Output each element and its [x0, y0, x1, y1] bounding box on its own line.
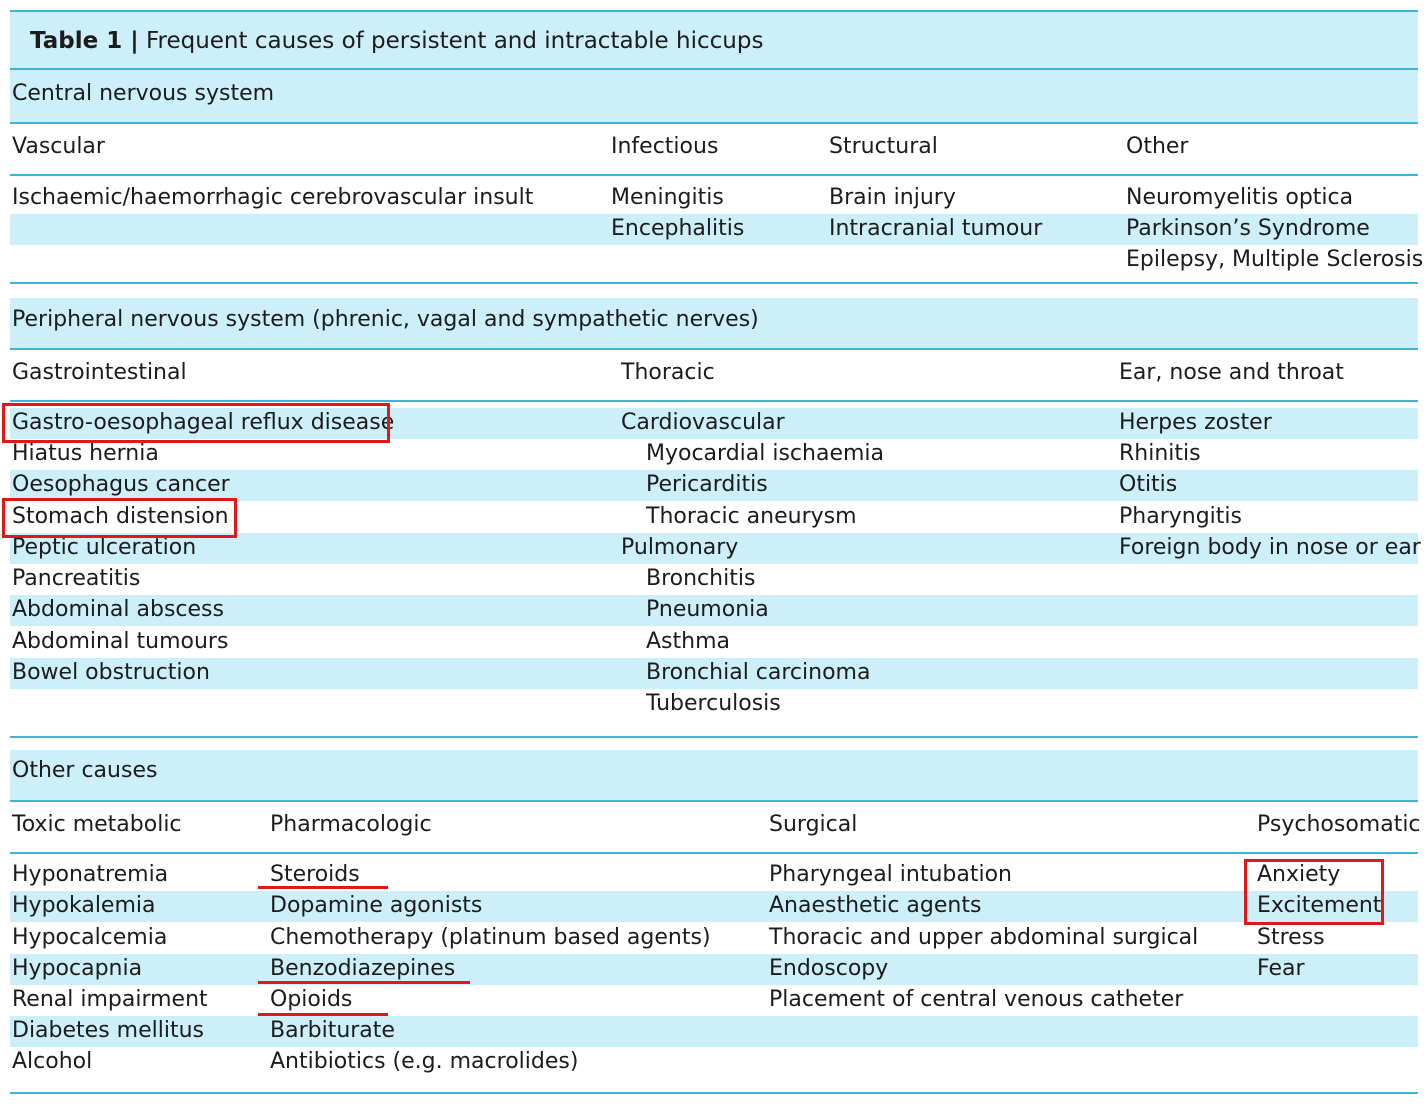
table-cell: Anaesthetic agents: [769, 893, 982, 918]
table-row: [10, 658, 1418, 689]
table-cell: Hypokalemia: [12, 893, 156, 918]
table-row: [10, 985, 1418, 1016]
table-row: [10, 564, 1418, 595]
table-cell: Rhinitis: [1119, 441, 1201, 466]
table-cell: Bronchial carcinoma: [646, 660, 871, 685]
table-row: [10, 502, 1418, 533]
table-row: [10, 923, 1418, 954]
table-cell: Chemotherapy (platinum based agents): [270, 925, 711, 950]
cns-section-title: Central nervous system: [12, 81, 275, 106]
table-cell: Cardiovascular: [621, 410, 785, 435]
table-cell: Dopamine agonists: [270, 893, 483, 918]
table-row: [10, 689, 1418, 720]
divider: [10, 122, 1418, 124]
table-row: [10, 860, 1418, 891]
other-header-pharmacologic: Pharmacologic: [270, 812, 432, 837]
table-cell: Parkinson’s Syndrome: [1126, 216, 1370, 241]
table-row: [10, 1016, 1418, 1047]
table-cell: Peptic ulceration: [12, 535, 197, 560]
table-cell: Pulmonary: [621, 535, 739, 560]
table-cell: Placement of central venous catheter: [769, 987, 1184, 1012]
pns-header-gastrointestinal: Gastrointestinal: [12, 360, 187, 385]
table-cell: Ischaemic/haemorrhagic cerebrovascular insult: [12, 185, 534, 210]
table-cell: Steroids: [270, 862, 360, 887]
cns-header-other: Other: [1126, 134, 1189, 159]
pns-header-thoracic: Thoracic: [621, 360, 715, 385]
table-cell: Renal impairment: [12, 987, 208, 1012]
table-cell: Herpes zoster: [1119, 410, 1272, 435]
divider: [10, 174, 1418, 176]
table-cell: Alcohol: [12, 1049, 93, 1074]
table-cell: Thoracic aneurysm: [646, 504, 857, 529]
table-cell: Pneumonia: [646, 597, 769, 622]
table-cell: Pericarditis: [646, 472, 768, 497]
other-section-band: [10, 750, 1418, 800]
table-cell: Oesophagus cancer: [12, 472, 230, 497]
divider: [10, 282, 1418, 284]
cns-header-vascular: Vascular: [12, 134, 105, 159]
table-cell: Intracranial tumour: [829, 216, 1043, 241]
table-cell: Fear: [1257, 956, 1305, 981]
table-row: [10, 183, 1418, 214]
table-cell: Antibiotics (e.g. macrolides): [270, 1049, 579, 1074]
table-cell: Brain injury: [829, 185, 956, 210]
divider: [10, 1092, 1418, 1094]
table-cell: Foreign body in nose or ear: [1119, 535, 1421, 560]
cns-header-structural: Structural: [829, 134, 938, 159]
table-row: [10, 1047, 1418, 1078]
table-row: [10, 214, 1418, 245]
table-cell: Asthma: [646, 629, 730, 654]
other-section-title: Other causes: [12, 758, 158, 783]
table-row: [10, 533, 1421, 564]
divider: [10, 800, 1418, 802]
table-cell: Hypocalcemia: [12, 925, 168, 950]
table-row: [10, 595, 1418, 626]
table-cell: Pharyngitis: [1119, 504, 1242, 529]
table-cell: Hiatus hernia: [12, 441, 159, 466]
table-row: [10, 954, 1418, 985]
table-cell: Stress: [1257, 925, 1325, 950]
table-cell: Endoscopy: [769, 956, 889, 981]
table-cell: Benzodiazepines: [270, 956, 456, 981]
table-cell: Bowel obstruction: [12, 660, 210, 685]
table-cell: Hyponatremia: [12, 862, 169, 887]
divider: [10, 736, 1418, 738]
table-cell: Bronchitis: [646, 566, 756, 591]
pns-section-title: Peripheral nervous system (phrenic, vagal and sympathetic nerves): [12, 307, 759, 332]
table-row: [10, 891, 1418, 922]
cns-header-infectious: Infectious: [611, 134, 719, 159]
table-cell: Myocardial ischaemia: [646, 441, 885, 466]
table-title: [30, 28, 763, 54]
table-cell: Diabetes mellitus: [12, 1018, 204, 1043]
other-header-toxic-metabolic: Toxic metabolic: [12, 812, 182, 837]
other-header-psychosomatic: Psychosomatic: [1257, 812, 1421, 837]
table-cell: Stomach distension: [12, 504, 229, 529]
table-title-bar: [10, 10, 1418, 70]
table-cell: Tuberculosis: [646, 691, 781, 716]
table-cell: Pharyngeal intubation: [769, 862, 1012, 887]
table-cell: Barbiturate: [270, 1018, 395, 1043]
table-row: [10, 439, 1418, 470]
table-cell: Excitement: [1257, 893, 1382, 918]
table-row: [10, 245, 1424, 276]
table-cell: Anxiety: [1257, 862, 1341, 887]
table-row: [10, 627, 1418, 658]
table-cell: Pancreatitis: [12, 566, 141, 591]
pns-header-ent: Ear, nose and throat: [1119, 360, 1344, 385]
table-cell: Thoracic and upper abdominal surgical: [769, 925, 1199, 950]
table-row: [10, 470, 1418, 501]
table-caption: Frequent causes of persistent and intractable hiccups: [145, 28, 764, 54]
table-cell: Neuromyelitis optica: [1126, 185, 1354, 210]
divider: [10, 348, 1418, 350]
table-cell: Meningitis: [611, 185, 724, 210]
table-number: Table 1 |: [30, 28, 139, 54]
table-cell: Abdominal abscess: [12, 597, 224, 622]
table-cell: Opioids: [270, 987, 353, 1012]
divider: [10, 852, 1418, 854]
table-cell: Otitis: [1119, 472, 1178, 497]
table-cell: Gastro-oesophageal reflux disease: [12, 410, 395, 435]
other-header-surgical: Surgical: [769, 812, 858, 837]
divider: [10, 400, 1418, 402]
table-cell: Epilepsy, Multiple Sclerosis: [1126, 247, 1424, 272]
table-row: [10, 408, 1418, 439]
table-cell: Hypocapnia: [12, 956, 143, 981]
table-cell: Abdominal tumours: [12, 629, 229, 654]
table-cell: Encephalitis: [611, 216, 745, 241]
